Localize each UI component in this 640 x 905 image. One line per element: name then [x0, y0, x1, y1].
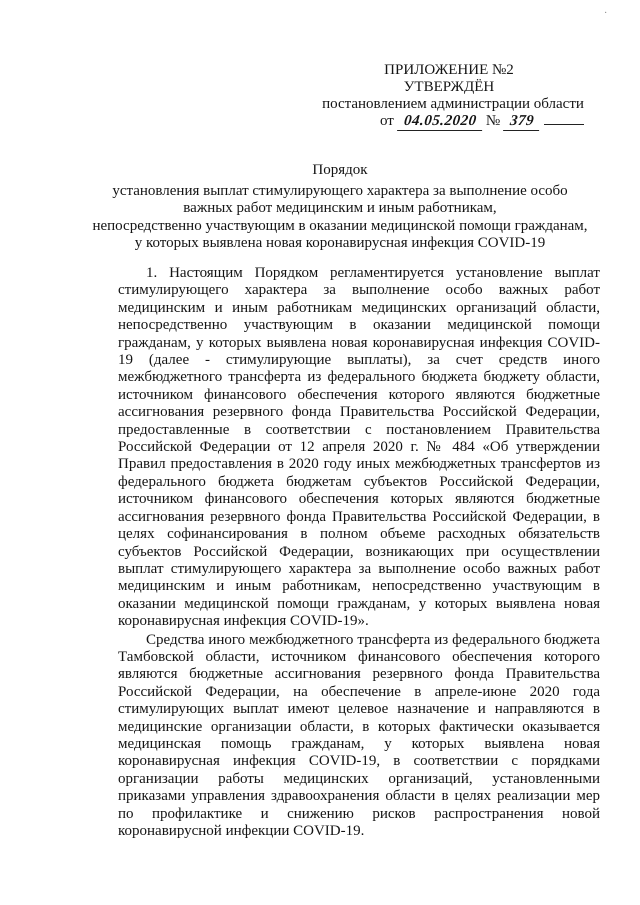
- scan-speck: ·: [604, 8, 608, 19]
- title-word: Порядок: [312, 162, 368, 178]
- resolution-label: постановлением администрации области: [322, 96, 584, 112]
- paragraph-1: 1. Настоящим Порядком регламентируется установление выплат стимулирующего характера за выполнение особо важных работ медицинским и иным работникам медицинских организаций области, непосредственно участвующим в оказании медицинской помощи гражданам, у которых выявлена новая коронавирусная инфекция COVID-19 (далее - стимулирующие выплаты), за счет средств иного межбюджетного трансферта из федерального бюджета бюджету области, источником финансового обеспечения которого являются бюджетные ассигнования резервного фонда Правительства Российской Федерации, предоставленные в соответствии с постановлением Правительства Российской Федерации от 12 апреля 2020 г. № 484 «Об утверждении Правил предоставления в 2020 году иных межбюджетных трансфертов из федерального бюджета бюджетам субъектов Российской Федерации, источником финансового обеспечения которых являются бюджетные ассигнования резервного фонда Правительства Российской Федерации, в целях софинансирования в полном объеме расходных обязательств субъектов Российской Федерации, возникающих при осуществлении выплат стимулирующего характера за выполнение особо важных работ медицинским и иным работникам, непосредственно участвующим в оказании медицинской помощи гражданам, у которых выявлена новая коронавирусная инфекция COVID-19».: [118, 265, 600, 630]
- title-line-5: у которых выявлена новая коронавирусная инфекция COVID-19: [134, 235, 546, 252]
- document-title: [90, 162, 590, 253]
- title-line-3: важных работ медицинским и иным работникам,: [183, 200, 497, 217]
- document-body: [118, 265, 600, 840]
- number-prefix: №: [485, 113, 501, 129]
- number-underline: [544, 114, 584, 125]
- date-prefix: от: [380, 113, 394, 129]
- title-line-4: непосредственно участвующим в оказании медицинской помощи гражданам,: [92, 217, 588, 234]
- handwritten-number: 379: [503, 113, 541, 131]
- approved-label: УТВЕРЖДЁН: [403, 79, 495, 95]
- title-line-2: установления выплат стимулирующего характера за выполнение особо: [112, 182, 568, 199]
- appendix-label: ПРИЛОЖЕНИЕ №2: [384, 62, 514, 78]
- handwritten-date: 04.05.2020: [397, 113, 483, 131]
- approval-block: [300, 62, 598, 131]
- date-number-line: [300, 113, 598, 131]
- paragraph-2: Средства иного межбюджетного трансферта из федерального бюджета Тамбовской области, источником финансового обеспечения которого являются бюджетные ассигнования резервного фонда Правительства Российской Федерации, на обеспечение в апреле-июне 2020 года стимулирующих выплат имеют целевое назначение и направляются в медицинские организации области, в которых фактически оказывается медицинская помощь гражданам, у которых выявлена новая коронавирусная инфекция COVID-19, в соответствии с порядками организации работы медицинских организаций, установленными приказами управления здравоохранения области в целях реализации мер по профилактике и снижению рисков распространения новой коронавирусной инфекции COVID-19.: [118, 631, 600, 839]
